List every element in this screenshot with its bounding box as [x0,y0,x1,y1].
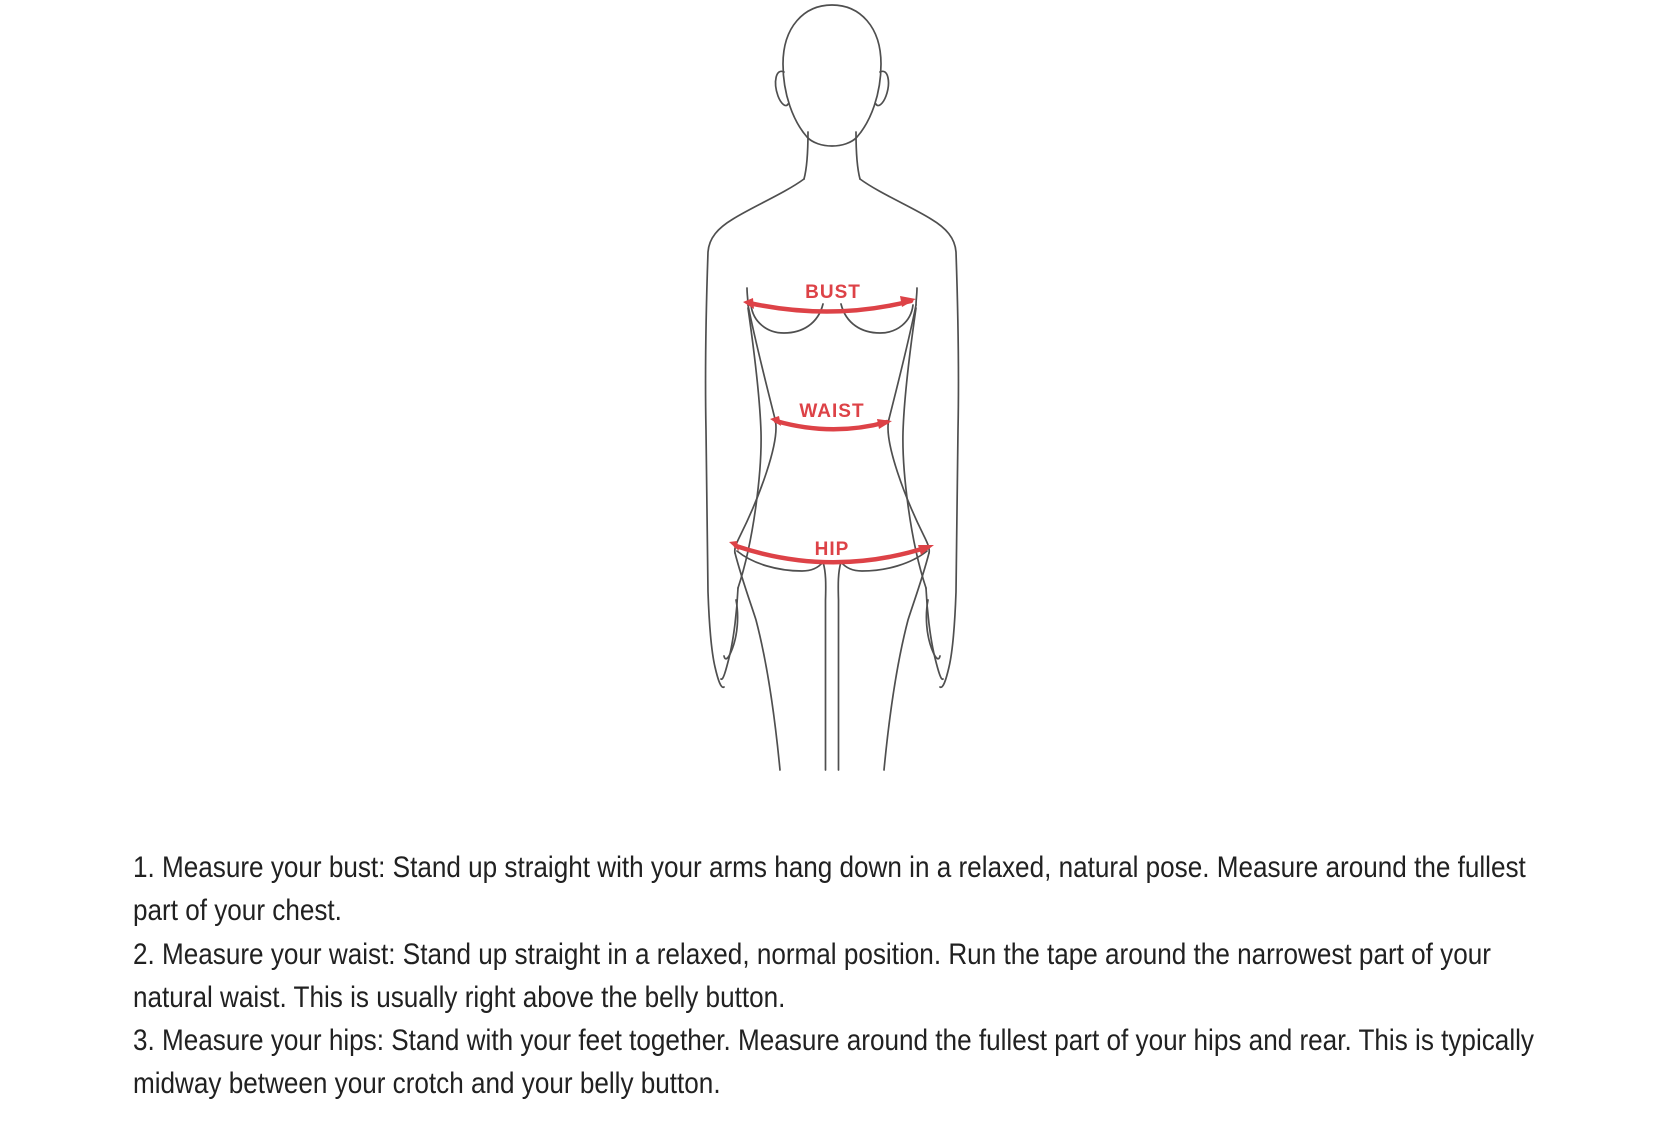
neck-left-line [804,132,808,179]
right-leg-outline [884,553,929,770]
measurement-labels [799,282,864,560]
measurement-figure [650,0,970,775]
body-outline [706,5,959,770]
body-measurement-diagram [650,0,970,775]
left-leg-outline [735,553,780,770]
instruction-text: 3. Measure your hips: Stand with your feet together. Measure around the fullest part of your hips and rear. This is typically [133,1024,1534,1058]
hip-label: HIP [814,539,850,560]
left-shoulder-arm-outline [706,179,804,687]
instruction-line [133,933,1633,976]
instruction-line [133,1019,1633,1062]
left-torso-outline [735,305,776,553]
instruction-step-bust [133,846,1633,933]
left-inner-leg-line [823,562,826,770]
instruction-step-waist [133,933,1633,1020]
right-ear [876,71,888,105]
waist-label: WAIST [799,401,865,422]
head-outline [783,5,881,146]
instruction-line [133,1062,1633,1105]
instruction-line [133,889,1633,932]
right-shoulder-arm-outline [860,179,958,687]
right-armpit-line [916,288,917,305]
instruction-text: 1. Measure your bust: Stand up straight with your arms hang down in a relaxed, natural pose. Measure around the fullest [133,851,1526,884]
left-ear [776,71,788,105]
instruction-text: part of your chest. [133,894,342,928]
waist-arrow-line [776,421,887,429]
instruction-text: midway between your crotch and your belly button. [133,1067,721,1101]
neck-right-line [856,132,860,179]
right-inner-leg-line [838,562,841,770]
bust-label: BUST [805,282,861,303]
measurement-instructions [133,846,1633,1106]
instruction-line [133,846,1633,889]
instruction-line [133,976,1633,1019]
instruction-text: natural waist. This is usually right above the belly button. [133,980,786,1014]
waist-arrowhead-right [877,419,892,429]
instruction-text: 2. Measure your waist: Stand up straight in a relaxed, normal position. Run the tape around the narrowest part of your [133,937,1491,971]
right-torso-outline [888,305,929,553]
measurement-arrows [736,301,928,562]
hip-arrowhead-right [918,545,934,555]
instruction-step-hips [133,1019,1633,1106]
